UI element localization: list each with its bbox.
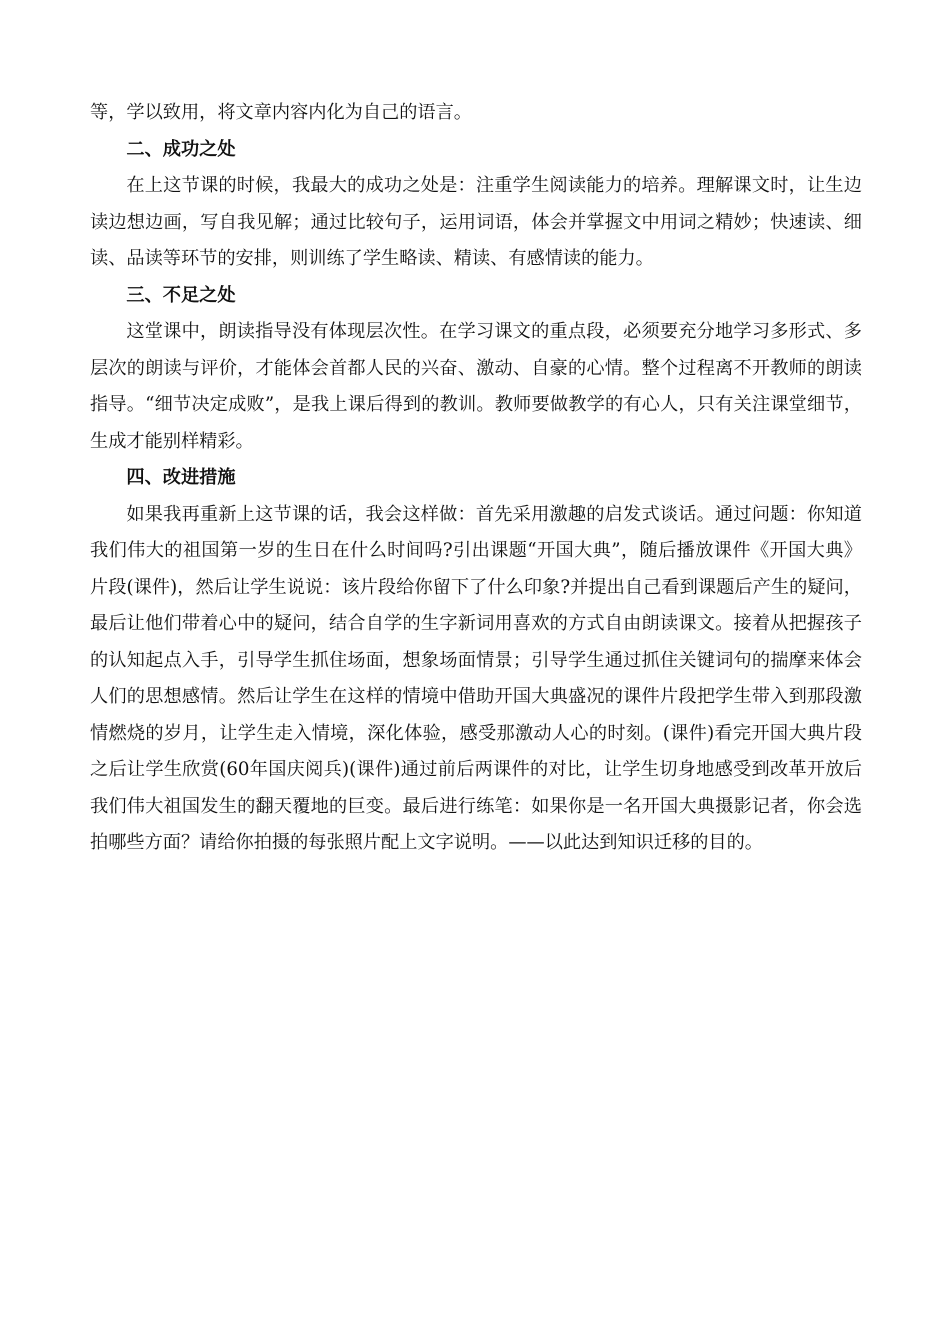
section-body-success: 在上这节课的时候，我最大的成功之处是：注重学生阅读能力的培养。理解课文时，让生边读边想边画，写自我见解；通过比较句子，运用词语，体会并掌握文中用词之精妙；快速读、细读、品读等环节的安排，则训练了学生略读、精读、有感情读的能力。 [90,175,862,269]
section-heading-shortcomings: 三、不足之处 [126,284,236,306]
section-heading-success: 二、成功之处 [126,138,236,160]
intro-continuation-paragraph: 等，学以致用，将文章内容内化为自己的语言。 [90,102,472,123]
section-body-improvements: 如果我再重新上这节课的话，我会这样做：首先采用激趣的启发式谈话。通过问题：你知道我们伟大的祖国第一岁的生日在什么时间吗?引出课题“开国大典”，随后播放课件《开国大典》片段(课件)，然后让学生说说：该片段给你留下了什么印象?并提出自己看到课题后产生的疑问，最后让他们带着心中的疑问，结合自学的生字新词用喜欢的方式自由朗读课文。接着从把握孩子的认知起点入手，引导学生抓住场面，想象场面情景；引导学生通过抓住关键词句的揣摩来体会人们的思想感情。然后让学生在这样的情境中借助开国大典盛况的课件片段把学生带入到那段激情燃烧的岁月，让学生走入情境，深化体验，感受那激动人心的时刻。(课件)看完开国大典片段之后让学生欣赏(60年国庆阅兵)(课件)通过前后两课件的对比，让学生切身地感受到改革开放后我们伟大祖国发生的翻天覆地的巨变。最后进行练笔：如果你是一名开国大典摄影记者，你会选拍哪些方面？请给你拍摄的每张照片配上文字说明。——以此达到知识迁移的目的。 [90,503,862,853]
section-heading-improvements: 四、改进措施 [126,467,236,488]
section-body-shortcomings: 这堂课中，朗读指导没有体现层次性。在学习课文的重点段，必须要充分地学习多形式、多层次的朗读与评价，才能体会首都人民的兴奋、激动、自豪的心情。整个过程离不开教师的朗读指导。“细节决定成败”，是我上课后得到的教训。教师要做教学的有心人，只有关注课堂细节，生成才能别样精彩。 [90,321,862,452]
document-page [90,95,862,862]
